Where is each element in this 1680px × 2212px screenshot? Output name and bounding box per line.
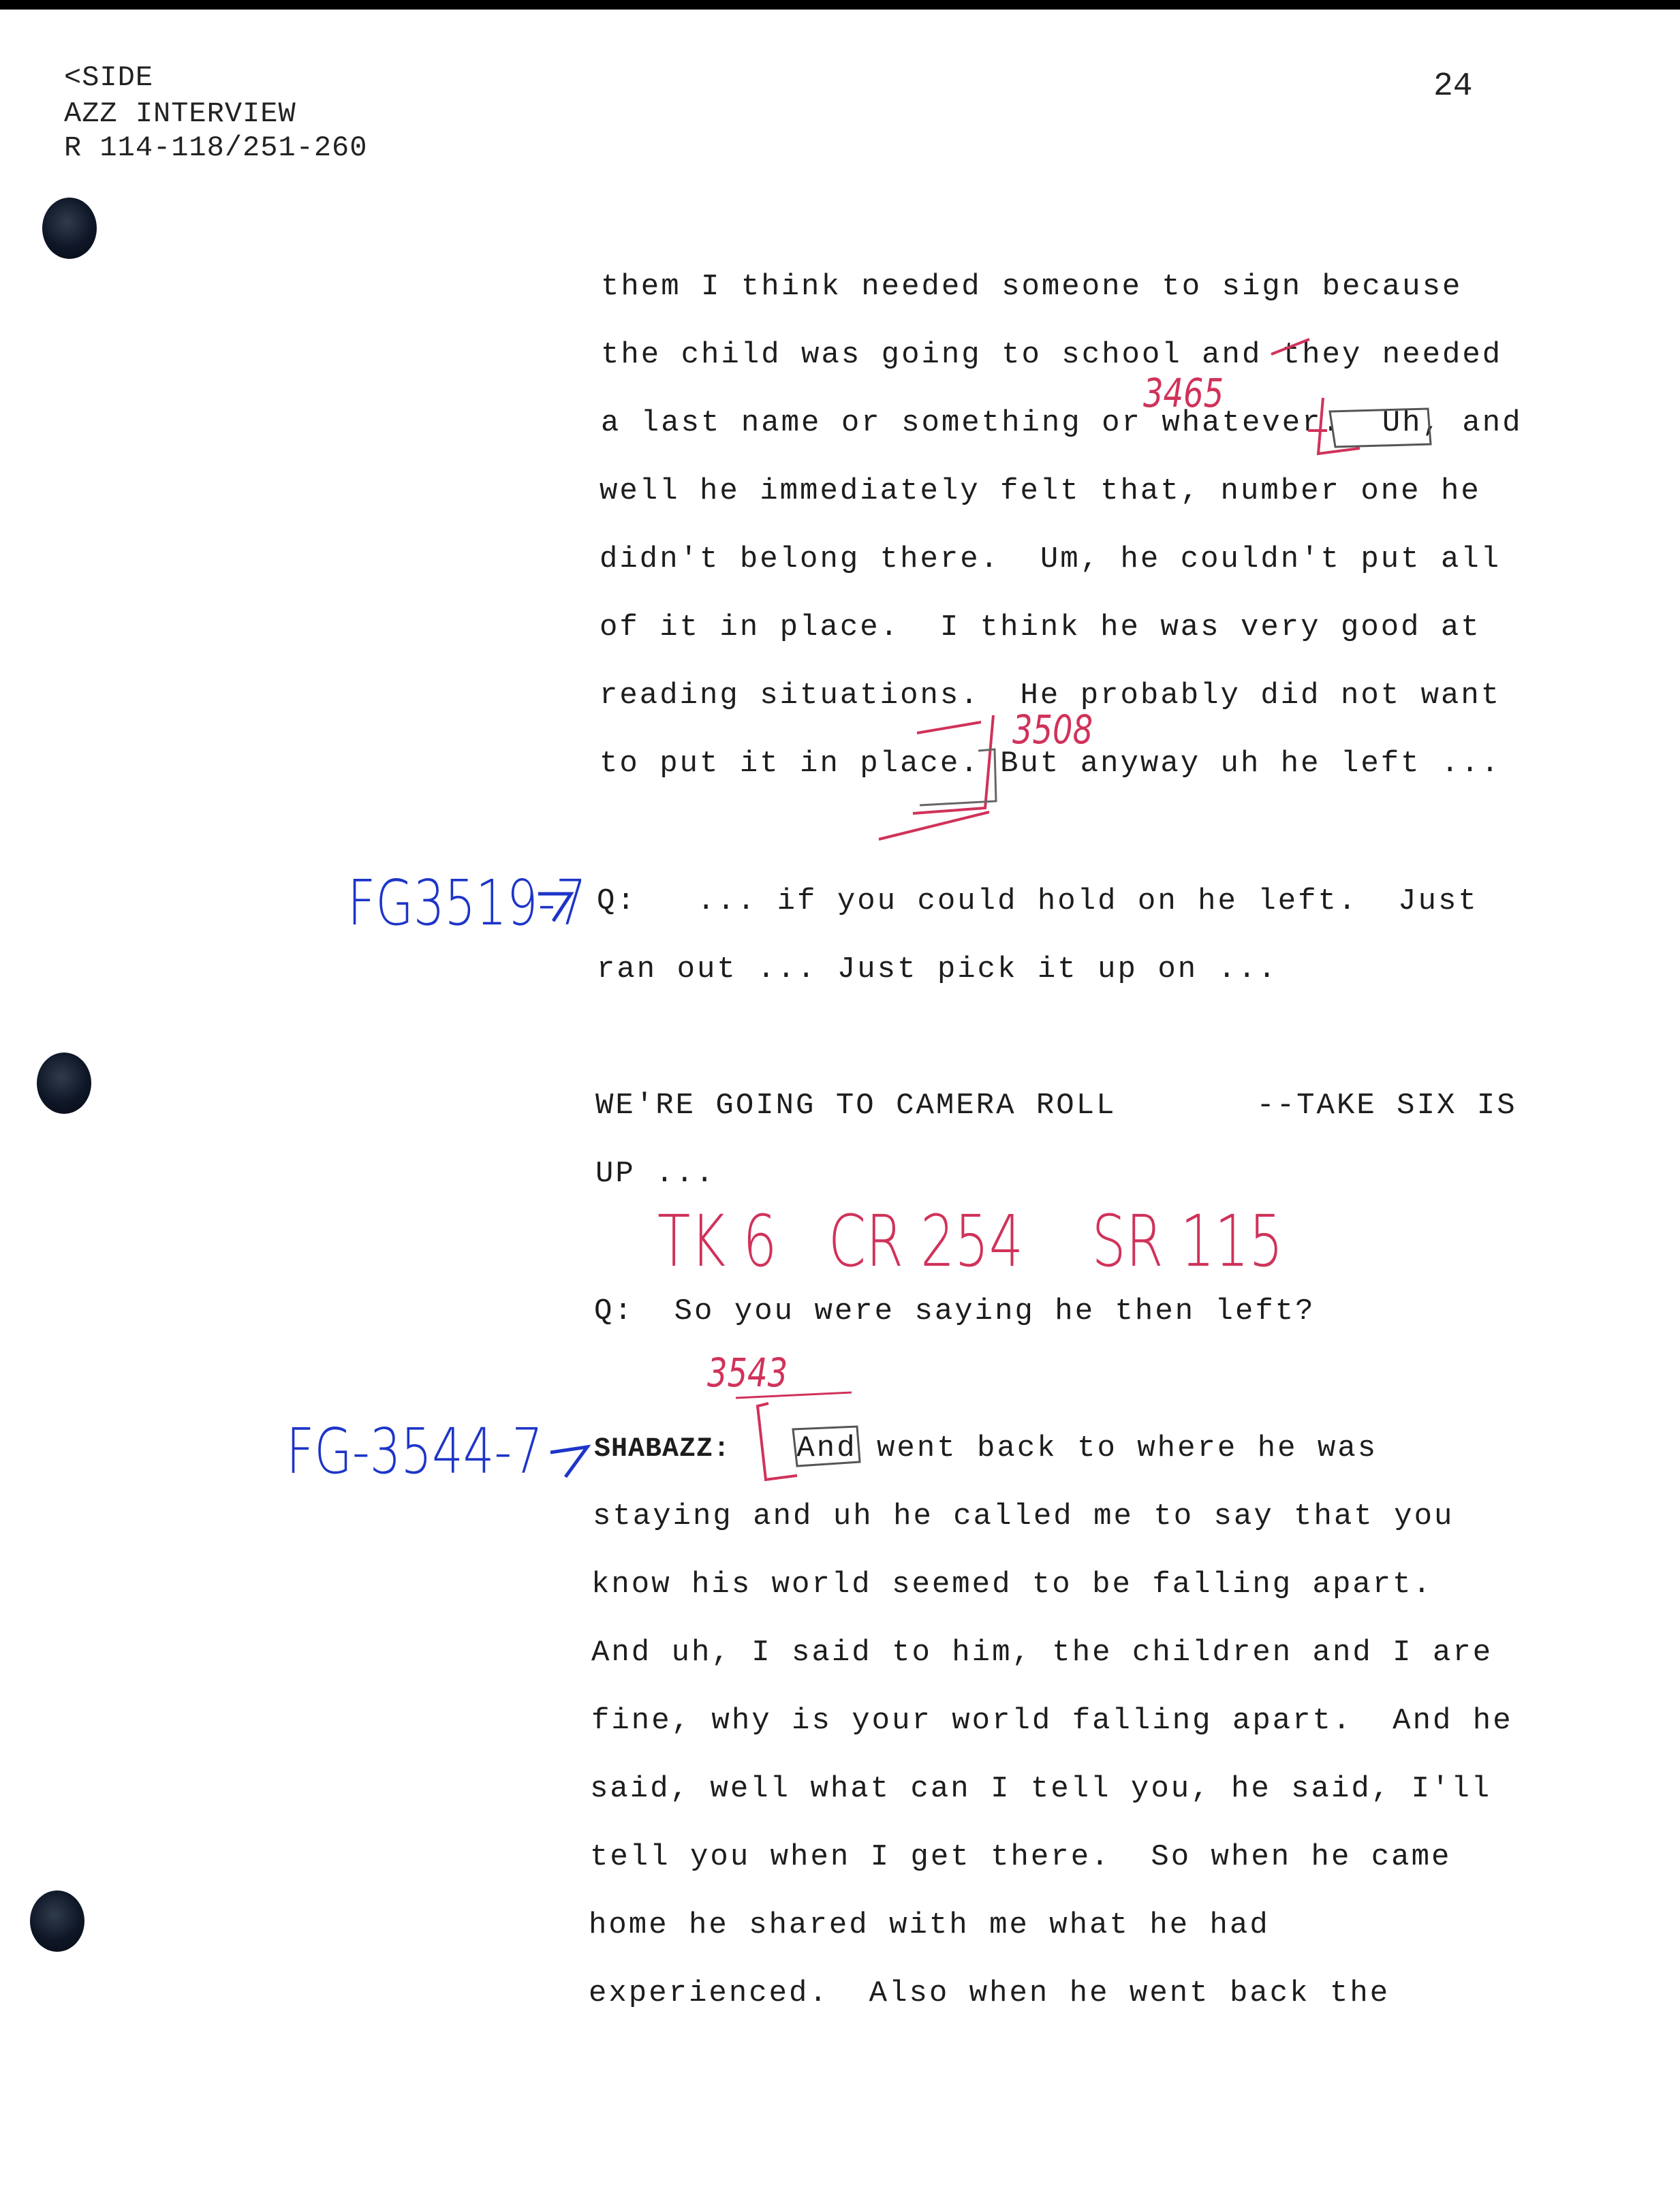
transcript-line: home he shared with me what he had — [589, 1908, 1270, 1942]
transcript-line: experienced. Also when he went back the — [589, 1976, 1390, 2010]
transcript-line: tell you when I get there. So when he came — [590, 1840, 1452, 1874]
camera-roll-note: UP ... — [595, 1157, 716, 1191]
header-line-2: AZZ INTERVIEW — [64, 97, 296, 130]
transcript-line: them I think needed someone to sign because — [601, 270, 1463, 304]
blue-arrow-stroke — [550, 1447, 587, 1477]
transcript-line: ran out ... Just pick it up on ... — [597, 952, 1278, 986]
transcript-line: fine, why is your world falling apart. And he — [591, 1704, 1513, 1738]
handwritten-timecode: 3465 — [1143, 370, 1224, 416]
handwritten-timecode: 3543 — [707, 1350, 788, 1396]
transcript-line: to put it in place. But anyway uh he left ... — [600, 747, 1502, 781]
handwritten-fg-note: FG3519-7 — [347, 867, 587, 939]
transcript-line: know his world seemed to be falling apart. — [591, 1568, 1433, 1602]
transcript-line: said, well what can I tell you, he said, I'll — [590, 1772, 1492, 1806]
transcript-line: And uh, I said to him, the children and I are — [591, 1636, 1493, 1670]
transcript-line: of it in place. I think he was very good at — [600, 610, 1481, 644]
transcript-line: didn't belong there. Um, he couldn't put all — [600, 542, 1502, 576]
handwritten-take-note: TK 6 CR 254 SR 115 — [657, 1200, 1284, 1283]
transcript-line: a last name or something or whatever. Uh, and — [601, 406, 1523, 440]
transcript-line: staying and uh he called me to say that you — [593, 1499, 1455, 1533]
punch-hole — [37, 1053, 91, 1114]
question-line: Q: ... if you could hold on he left. Just — [597, 884, 1478, 918]
transcript-line: the child was going to school and they needed — [601, 338, 1503, 372]
page-number: 24 — [1433, 68, 1473, 105]
header-line-3: R 114-118/251-260 — [64, 131, 368, 164]
punch-hole — [30, 1890, 84, 1952]
answer-line: And went back to where he was — [777, 1431, 1378, 1465]
scan-top-edge — [0, 0, 1680, 10]
camera-roll-note: WE'RE GOING TO CAMERA ROLL --TAKE SIX IS — [595, 1089, 1517, 1123]
handwritten-fg-note: FG-3544-7 — [286, 1415, 543, 1488]
transcript-line: reading situations. He probably did not want — [600, 679, 1502, 713]
punch-hole — [42, 198, 97, 259]
question-line: Q: So you were saying he then left? — [594, 1294, 1316, 1328]
transcript-line: well he immediately felt that, number one he — [600, 474, 1481, 508]
header-line-1: <SIDE — [64, 61, 154, 94]
handwritten-timecode: 3508 — [1012, 706, 1093, 753]
speaker-label: SHABAZZ: — [594, 1434, 731, 1465]
